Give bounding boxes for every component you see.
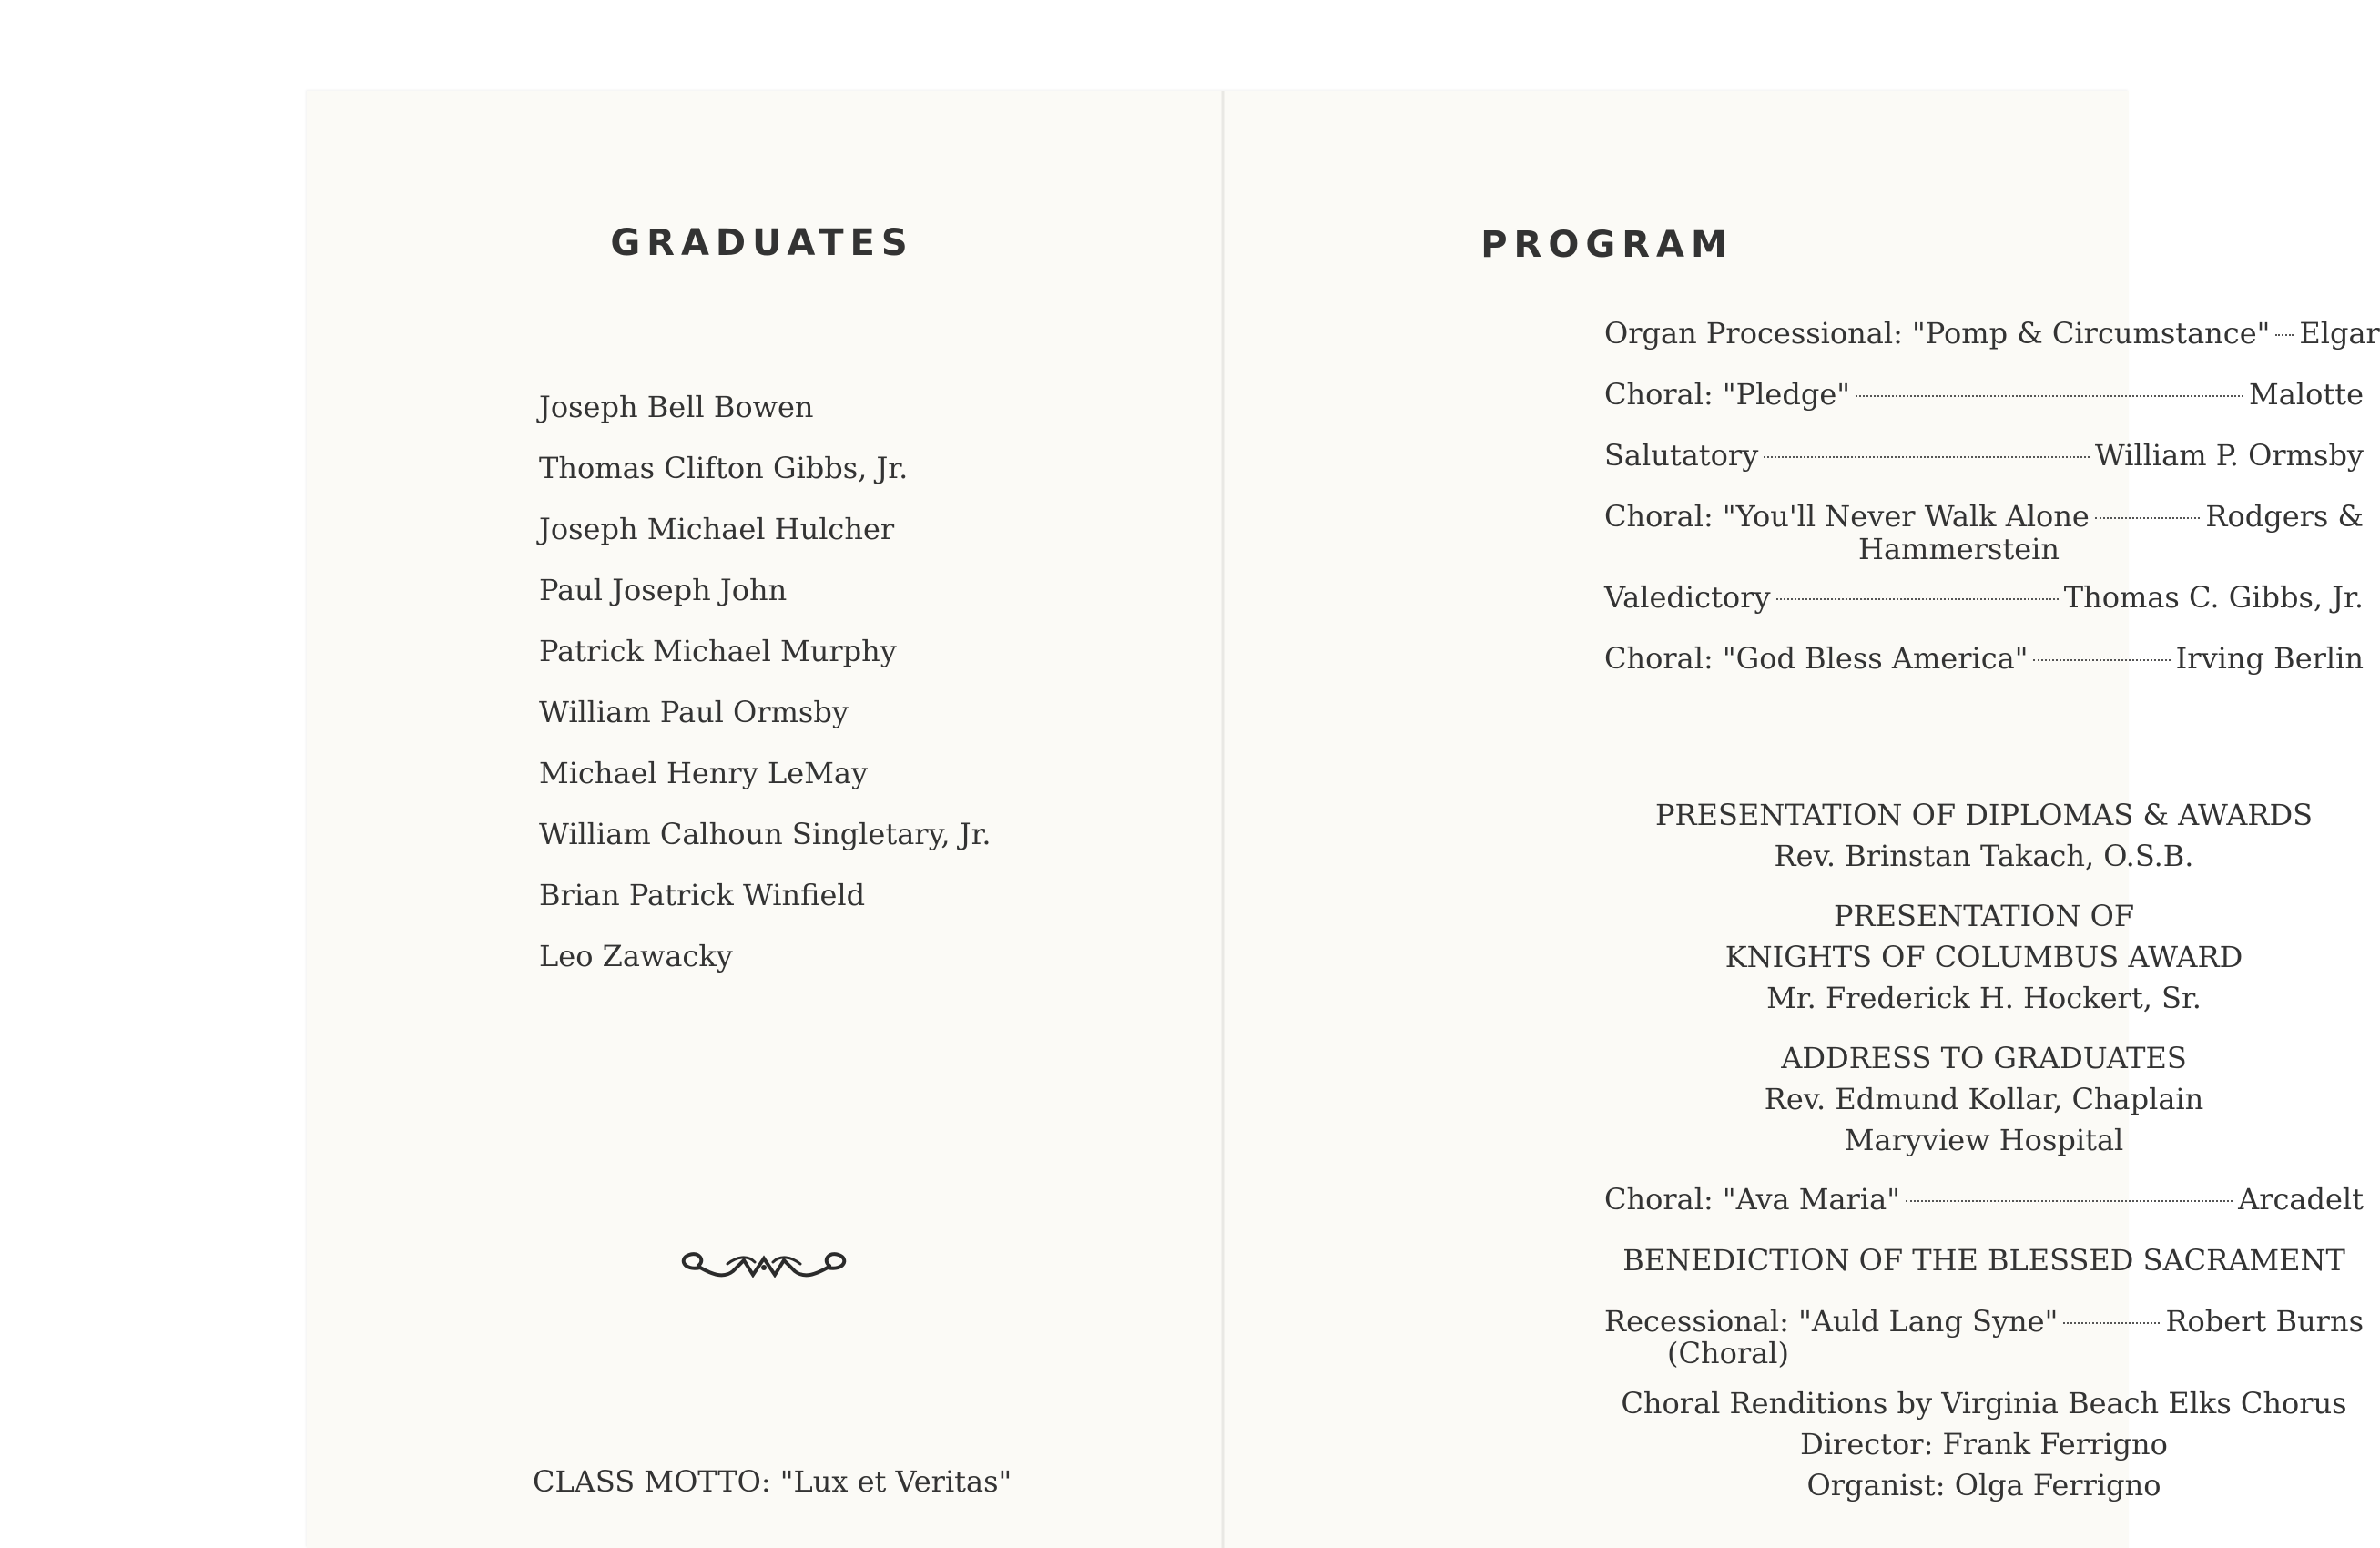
address-affiliation: Maryview Hospital [1844,1123,2124,1157]
program-item-performer: Robert Burns [2165,1304,2364,1339]
kofc-title-line1: PRESENTATION OF [1833,899,2135,933]
program-item-title: Valedictory [1604,580,1771,615]
program-item-title: Choral: "Pledge" [1604,377,1850,412]
program-item-performer-cont: Hammerstein [1858,532,2060,566]
kofc-title-line2: KNIGHTS OF COLUMBUS AWARD [1724,940,2243,974]
dot-leader [2275,334,2294,336]
dot-leader [1856,395,2243,397]
graduate-name: Joseph Michael Hulcher [539,512,895,546]
graduates-list [539,387,992,997]
program-item [1604,437,2364,474]
program-item [1604,315,2380,351]
graduate-name: Thomas Clifton Gibbs, Jr. [539,451,909,485]
dot-leader [2033,659,2170,661]
program-booklet [307,91,2380,1548]
diplomas-presenter: Rev. Brinstan Takach, O.S.B. [1774,839,2194,873]
program-item-performer: William P. Ormsby [2094,438,2364,473]
credits-organist: Organist: Olga Ferrigno [1806,1468,2161,1502]
credits-chorus: Choral Renditions by Virginia Beach Elks Chorus [1621,1386,2347,1421]
program-item-performer: Rodgers & [2205,499,2364,534]
program-item [1604,498,2364,535]
credits-director: Director: Frank Ferrigno [1800,1427,2168,1461]
program-item-performer: Thomas C. Gibbs, Jr. [2063,580,2364,615]
benediction-title: BENEDICTION OF THE BLESSED SACRAMENT [1622,1243,2345,1278]
program-item-title: Choral: "Ava Maria" [1604,1182,1900,1217]
program-item-performer: Elgar [2299,316,2380,351]
program-item-title: Recessional: "Auld Lang Syne" [1604,1304,2059,1339]
graduate-name: Joseph Bell Bowen [539,390,814,424]
graduate-name: William Paul Ormsby [539,695,849,729]
dot-leader [1906,1200,2233,1202]
program-item-title: Choral: "You'll Never Walk Alone [1604,499,2090,534]
dot-leader [1776,598,2059,600]
program-item [1604,1181,2364,1217]
program-item-title: Choral: "God Bless America" [1604,641,2029,676]
graduate-name: Brian Patrick Winfield [539,878,866,912]
program-item-performer: Malotte [2249,377,2364,412]
program-page [1225,91,2380,1548]
recessional-note: (Choral) [1667,1336,1789,1370]
kofc-presenter: Mr. Frederick H. Hockert, Sr. [1766,981,2202,1015]
graduate-name: Paul Joseph John [539,573,788,607]
flourish-ornament-icon [673,1244,855,1291]
program-item [1604,579,2364,616]
graduate-name: Michael Henry LeMay [539,756,869,790]
class-motto: CLASS MOTTO: "Lux et Veritas" [533,1464,1012,1499]
program-item-title: Organ Processional: "Pomp & Circumstance" [1604,316,2271,351]
program-item [1604,640,2364,677]
graduate-name: Patrick Michael Murphy [539,634,897,668]
graduate-name: Leo Zawacky [539,939,733,973]
graduates-page [307,91,1221,1548]
program-item [1604,376,2364,412]
address-title: ADDRESS TO GRADUATES [1781,1041,2187,1075]
graduates-heading: GRADUATES [610,222,914,264]
program-item-performer: Arcadelt [2238,1182,2364,1217]
program-item-title: Salutatory [1604,438,1759,473]
dot-leader [2063,1322,2160,1324]
dot-leader [1764,456,2090,458]
program-heading: PROGRAM [1480,224,1734,266]
graduate-name: William Calhoun Singletary, Jr. [539,817,992,851]
program-item-performer: Irving Berlin [2175,641,2364,676]
address-speaker: Rev. Edmund Kollar, Chaplain [1764,1082,2204,1116]
diplomas-title: PRESENTATION OF DIPLOMAS & AWARDS [1654,798,2314,832]
dot-leader [2095,517,2201,519]
program-item [1604,1303,2364,1339]
